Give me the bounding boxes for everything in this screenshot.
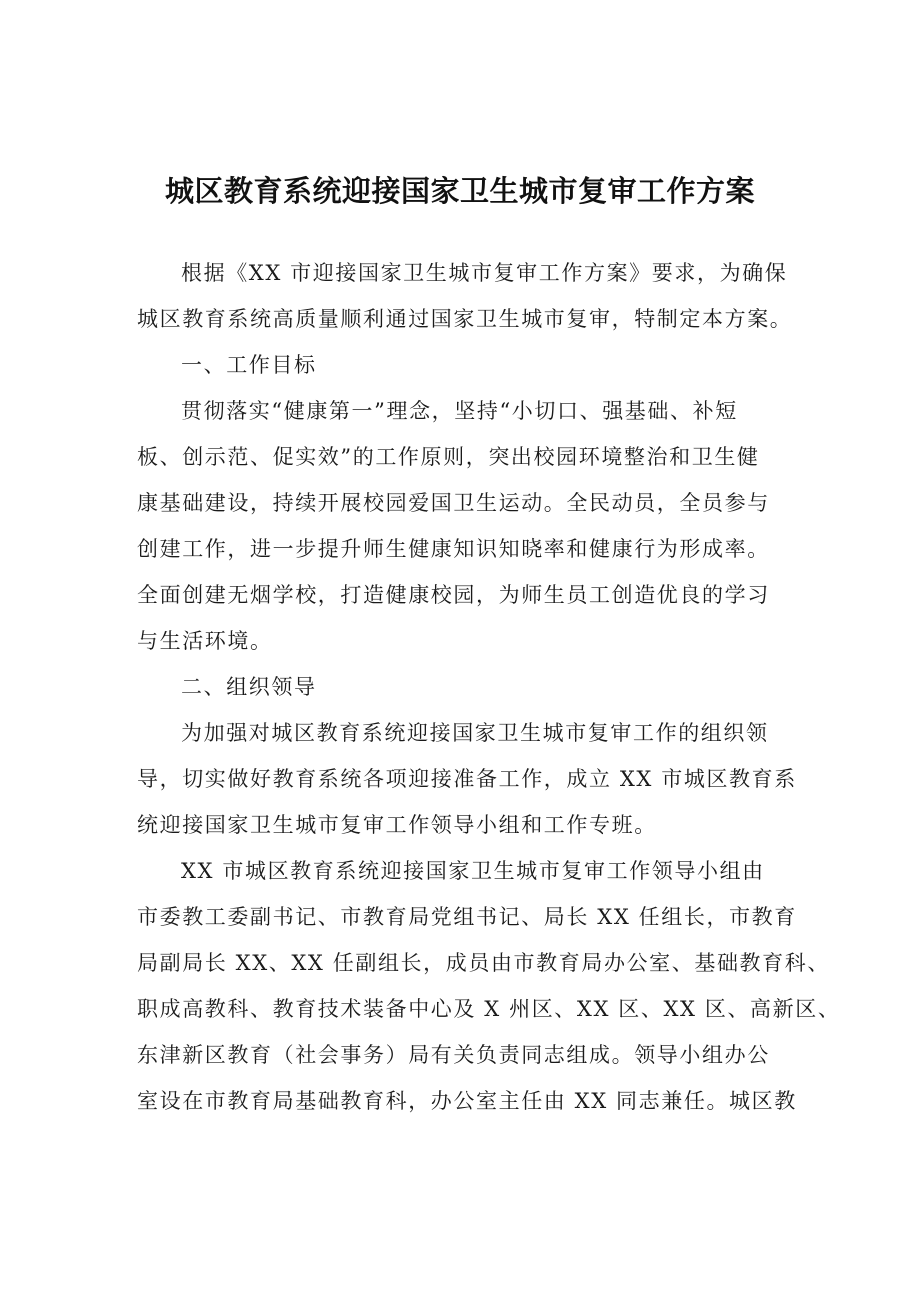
text-line: 职成高教科、教育技术装备中心及 X 州区、XX 区、XX 区、高新区、 [137, 997, 841, 1021]
section-2 [137, 664, 841, 1124]
text-line: 局副局长 XX、XX 任副组长，成员由市教育局办公室、基础教育科、 [137, 951, 830, 975]
section-heading: 二、组织领导 [181, 675, 317, 699]
text-line: 康基础建设，持续开展校园爱国卫生运动。全民动员，全员参与 [137, 491, 770, 515]
section-heading: 一、工作目标 [181, 353, 317, 377]
text-line: 与生活环境。 [137, 629, 273, 653]
text-line: 创建工作，进一步提升师生健康知识知晓率和健康行为形成率。 [137, 537, 770, 561]
text-line: 市委教工委副书记、市教育局党组书记、局长 XX 任组长，市教育 [137, 905, 797, 929]
text-line: 东津新区教育（社会事务）局有关负责同志组成。领导小组办公 [137, 1043, 770, 1067]
text-line: 统迎接国家卫生城市复审工作领导小组和工作专班。 [137, 813, 657, 837]
document-body [137, 250, 841, 1124]
text-line: 贯彻落实“健康第一”理念，坚持“小切口、强基础、补短 [181, 399, 738, 423]
section-1 [137, 342, 797, 664]
text-line: 室设在市教育局基础教育科，办公室主任由 XX 同志兼任。城区教 [137, 1089, 797, 1113]
text-line: 导，切实做好教育系统各项迎接准备工作，成立 XX 市城区教育系 [137, 767, 797, 791]
text-line: 全面创建无烟学校，打造健康校园，为师生员工创造优良的学习 [137, 583, 770, 607]
text-line: 板、创示范、促实效”的工作原则，突出校园环境整治和卫生健 [137, 445, 760, 469]
text-line: XX 市城区教育系统迎接国家卫生城市复审工作领导小组由 [181, 859, 765, 883]
document-title: 城区教育系统迎接国家卫生城市复审工作方案 [164, 174, 755, 208]
text-line: 根据《XX 市迎接国家卫生城市复审工作方案》要求，为确保 [181, 261, 788, 285]
text-line: 城区教育系统高质量顺利通过国家卫生城市复审，特制定本方案。 [137, 307, 793, 331]
intro-paragraph [137, 250, 797, 342]
text-line: 为加强对城区教育系统迎接国家卫生城市复审工作的组织领 [181, 721, 769, 745]
